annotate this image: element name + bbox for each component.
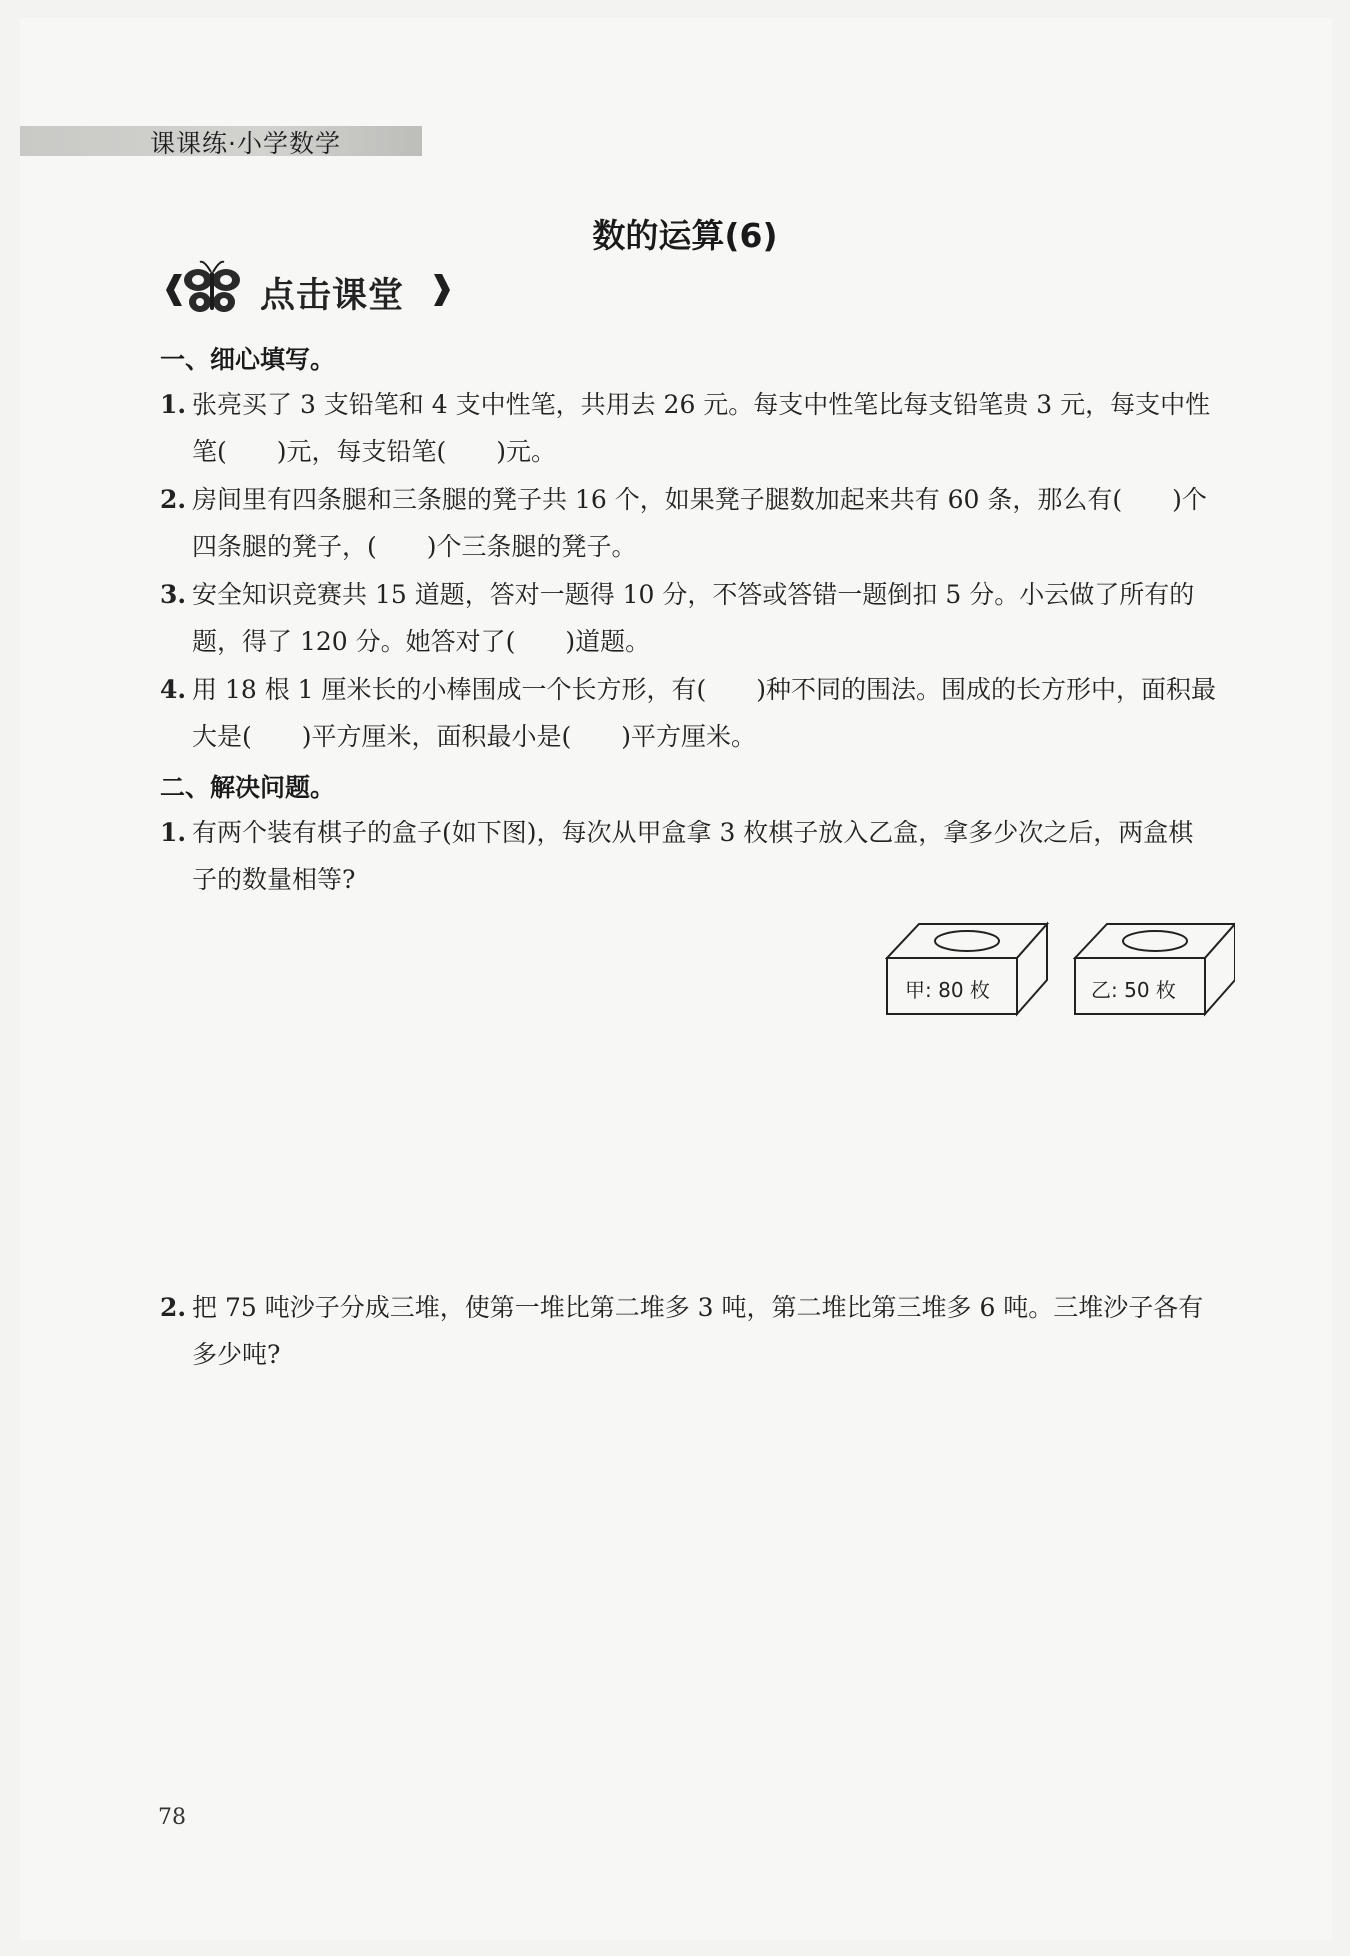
page-number: 78: [158, 1805, 186, 1830]
fill-question-4: [160, 666, 1216, 760]
question-text: 安全知识竞赛共 15 道题，答对一题得 10 分，不答或答错一题倒扣 5 分。小云做了所有的题，得了 120 分。她答对了( )道题。: [192, 580, 1195, 656]
box-yi-label: 乙: 50 枚: [1091, 978, 1176, 1002]
question-text: 用 18 根 1 厘米长的小棒围成一个长方形，有( )种不同的围法。围成的长方形中，面积最大是( )平方厘米，面积最小是( )平方厘米。: [192, 675, 1217, 751]
fill-question-3: [160, 571, 1216, 665]
book-title: 课课练·小学数学: [150, 129, 341, 158]
question-number: 3.: [160, 580, 187, 609]
fill-question-1: [160, 381, 1216, 475]
page-title: 数的运算(6): [592, 216, 778, 255]
question-text: 房间里有四条腿和三条腿的凳子共 16 个，如果凳子腿数加起来共有 60 条，那么有( )个四条腿的凳子，( )个三条腿的凳子。: [192, 485, 1207, 561]
fill-question-2: [160, 476, 1216, 570]
section-banner: [160, 258, 458, 322]
solve-question-2: [160, 1284, 1216, 1378]
question-text: 把 75 吨沙子分成三堆，使第一堆比第二堆多 3 吨，第二堆比第三堆多 6 吨。三堆沙子各有多少吨?: [192, 1293, 1204, 1369]
butterfly-icon: [184, 262, 240, 312]
section-heading-fill: 一、细心填写。: [160, 345, 336, 374]
box-jia-label: 甲: 80 枚: [905, 978, 990, 1002]
question-number: 1.: [160, 818, 187, 847]
question-number: 4.: [160, 675, 187, 704]
question-number: 1.: [160, 390, 187, 419]
section-heading-solve: 二、解决问题。: [160, 773, 336, 802]
banner-label: 点击课堂: [260, 276, 405, 316]
question-text: 有两个装有棋子的盒子(如下图)，每次从甲盒拿 3 枚棋子放入乙盒，拿多少次之后，两盒棋子的数量相等?: [192, 818, 1194, 894]
question-number: 2.: [160, 1293, 187, 1322]
question-number: 2.: [160, 485, 187, 514]
solve-question-1: [160, 809, 1216, 903]
chess-boxes-figure: [885, 918, 1235, 1018]
question-text: 张亮买了 3 支铅笔和 4 支中性笔，共用去 26 元。每支中性笔比每支铅笔贵 3 元，每支中性笔( )元，每支铅笔( )元。: [192, 390, 1211, 466]
